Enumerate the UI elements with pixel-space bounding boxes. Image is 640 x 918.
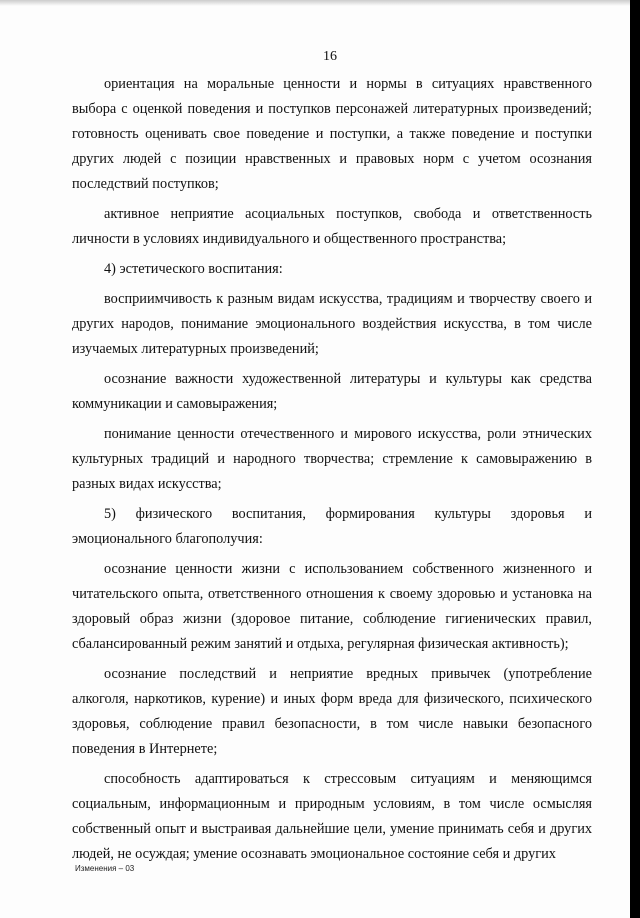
body-text (72, 72, 592, 867)
footer-revision: Изменения – 03 (75, 864, 135, 873)
paragraph-aesthetic-heading: 4) эстетического воспитания: (104, 261, 283, 277)
paragraph-art-receptivity: восприимчивость к разным видам искусства, традициям и творчеству своего и других народов, понимание эмоционального воздействия искусства, в том числе изучаемых литературных произведений; (72, 291, 592, 357)
paragraph-art-value: понимание ценности отечественного и мирового искусства, роли этнических культурных традиций и народного творчества; стремление к самовыражению в разных видах искусства; (72, 426, 592, 492)
paragraph-asocial-rejection: активное неприятие асоциальных поступков, свобода и ответственность личности в условиях индивидуального и общественного пространства; (72, 206, 592, 247)
paragraph-literature-importance: осознание важности художественной литературы и культуры как средства коммуникации и самовыражения; (72, 371, 592, 412)
paragraph-stress-adaptation: способность адаптироваться к стрессовым ситуациям и меняющимся социальным, информационным и природным условиям, в том числе осмысляя собственный опыт и выстраивая дальнейшие цели, умение принимать себя и других людей, не осуждая; умение осознавать эмоциональное состояние себя и других (72, 771, 592, 862)
paragraph-bad-habits: осознание последствий и неприятие вредных привычек (употребление алкоголя, наркотиков, курение) и иных форм вреда для физического, психического здоровья, соблюдение правил безопасности, в том числе навыки безопасного поведения в Интернете; (72, 666, 592, 757)
scan-edge-right (630, 0, 640, 918)
paragraph-life-value: осознание ценности жизни с использованием собственного жизненного и читательского опыта, ответственного отношения к своему здоровью и установка на здоровый образ жизни (здоровое питание, соблюдение гигиенических правил, сбалансированный режим занятий и отдыха, регулярная физическая активность); (72, 561, 592, 652)
paragraph-moral-orientation: ориентация на моральные ценности и нормы в ситуациях нравственного выбора с оценкой поведения и поступков персонажей литературных произведений; готовность оценивать свое поведение и поступки, а также поведение и поступки других людей с позиции нравственных и правовых норм с учетом осознания последствий поступков; (72, 76, 592, 192)
paragraph-physical-heading: 5) физического воспитания, формирования культуры здоровья и эмоционального благополучия: (72, 506, 592, 547)
scan-edge-top (0, 0, 640, 6)
page-number: 16 (323, 49, 337, 64)
